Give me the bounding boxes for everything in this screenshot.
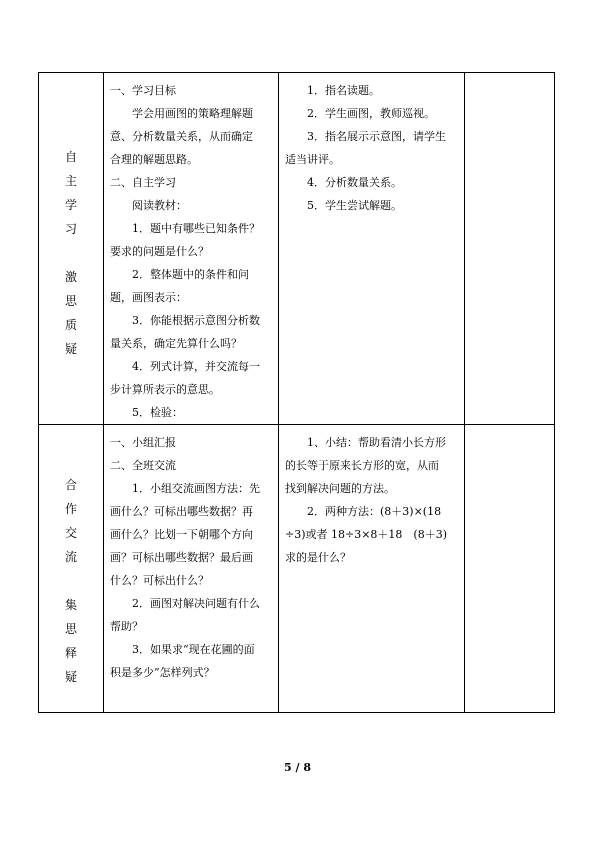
text-line: 3．如果求“现在花圃的面 <box>132 643 255 656</box>
text-line: 一、学习目标 <box>110 84 176 97</box>
text-line: 画什么？可标出哪些数据？再 <box>110 505 253 518</box>
stage-label-char: 交 <box>64 526 77 540</box>
page-number: 5 / 8 <box>284 761 311 774</box>
text-line: 阅读教材： <box>132 199 187 212</box>
stage-label <box>39 73 103 361</box>
text-line: 学会用画图的策略理解题 <box>132 107 253 120</box>
teaching-content <box>104 73 278 424</box>
text-line: 2．学生画图，教师巡视。 <box>307 107 435 120</box>
student-activity <box>279 73 464 217</box>
teaching-content-cell <box>104 73 279 425</box>
text-line: 要求的问题是什么？ <box>110 245 209 258</box>
student-activity-cell <box>279 73 465 425</box>
text-line: ÷3)或者 18÷3×8＋18 (8＋3) <box>285 528 448 541</box>
stage-label-char: 集 <box>64 598 77 612</box>
text-line: 2．两种方法：(8＋3)×(18 <box>307 505 442 518</box>
stage-label-char: 自 <box>64 150 77 164</box>
text-line: 题，画图表示： <box>110 291 187 304</box>
text-line: 3．指名展示示意图，请学生 <box>307 130 446 143</box>
text-line: 步计算所表示的意思。 <box>110 383 220 396</box>
text-line: 1．小组交流画图方法：先 <box>132 482 260 495</box>
text-line: 求的是什么？ <box>285 551 351 564</box>
text-line: 量关系，确定先算什么吗？ <box>110 337 242 350</box>
text-line: 画什么？比划一下朝哪个方向 <box>110 528 253 541</box>
table-row <box>39 425 555 713</box>
stage-label-char: 质 <box>64 318 77 332</box>
notes-content <box>465 425 554 431</box>
stage-label-char: 疑 <box>64 342 77 356</box>
stage-label-char: 激 <box>64 270 77 284</box>
table-row <box>39 73 555 425</box>
notes-cell <box>465 425 555 713</box>
student-activity-cell <box>279 425 465 713</box>
text-line: 4．分析数量关系。 <box>307 176 402 189</box>
text-line: 合理的解题思路。 <box>110 153 198 166</box>
text-line: 3．你能根据示意图分析数 <box>132 314 260 327</box>
text-line: 帮助？ <box>110 620 143 633</box>
stage-label-char: 合 <box>64 478 77 492</box>
notes-cell <box>465 73 555 425</box>
text-line: 1．指名读题。 <box>307 84 380 97</box>
text-line: 什么？可标出什么？ <box>110 574 209 587</box>
text-line: 1．题中有哪些已知条件？ <box>132 222 260 235</box>
stage-label-char: 流 <box>64 550 77 564</box>
text-line: 2．画图对解决问题有什么 <box>132 597 260 610</box>
text-line: 意、分析数量关系，从而确定 <box>110 130 253 143</box>
text-line: 4．列式计算，并交流每一 <box>132 360 260 373</box>
stage-label-char: 习 <box>64 222 77 236</box>
teaching-content-cell <box>104 425 279 713</box>
stage-label <box>39 425 103 689</box>
text-line: 适当讲评。 <box>285 153 340 166</box>
stage-label-cell <box>39 425 104 713</box>
stage-label-char: 作 <box>64 502 77 516</box>
stage-label-char: 释 <box>64 646 77 660</box>
text-line: 一、小组汇报 <box>110 436 176 449</box>
stage-label-char: 学 <box>64 198 77 212</box>
text-line: 画？可标出哪些数据？最后画 <box>110 551 253 564</box>
notes-content <box>465 73 554 79</box>
text-line: 2．整体题中的条件和问 <box>132 268 249 281</box>
stage-label-char: 思 <box>64 622 77 636</box>
lesson-plan-table <box>38 72 555 713</box>
stage-label-char: 主 <box>64 174 77 188</box>
text-line: 1、小结：帮助看清小长方形 <box>307 436 446 449</box>
text-line: 二、全班交流 <box>110 459 176 472</box>
stage-label-char: 疑 <box>64 670 77 684</box>
student-activity <box>279 425 464 569</box>
text-line: 5．学生尝试解题。 <box>307 199 402 212</box>
text-line: 的长等于原来长方形的宽，从而 <box>285 459 439 472</box>
text-line: 5．检验： <box>132 406 183 419</box>
stage-label-char: 思 <box>64 294 77 308</box>
stage-label-cell <box>39 73 104 425</box>
teaching-content <box>104 425 278 684</box>
text-line: 找到解决问题的方法。 <box>285 482 395 495</box>
text-line: 积是多少”怎样列式？ <box>110 666 215 679</box>
text-line: 二、自主学习 <box>110 176 176 189</box>
